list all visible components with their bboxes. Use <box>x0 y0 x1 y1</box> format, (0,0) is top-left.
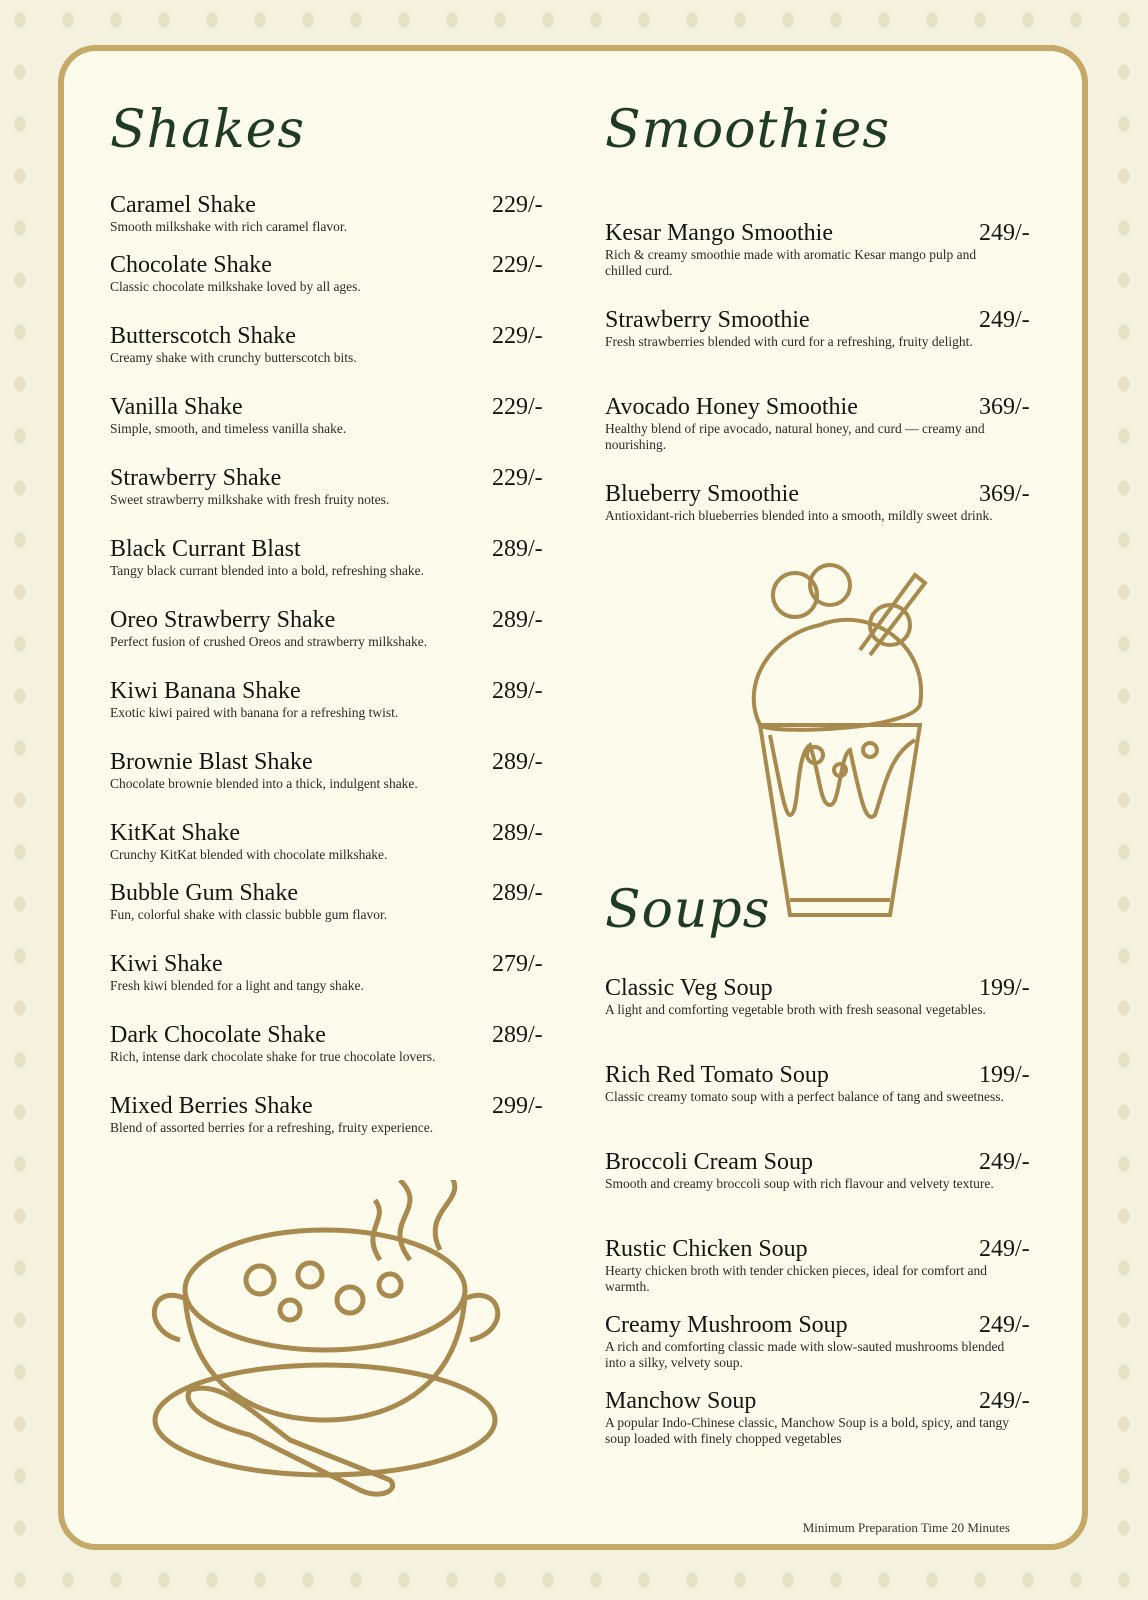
item-name: Classic Veg Soup <box>605 975 773 1001</box>
item-description: Crunchy KitKat blended with chocolate milkshake. <box>110 847 388 862</box>
item-price: 229/- <box>492 192 543 218</box>
item-price: 289/- <box>492 678 543 704</box>
menu-item-smoothies <box>605 394 1030 453</box>
item-description: Classic creamy tomato soup with a perfect balance of tang and sweetness. <box>605 1089 1004 1104</box>
item-description: Sweet strawberry milkshake with fresh fruity notes. <box>110 492 390 507</box>
section-title-shakes: Shakes <box>110 100 306 160</box>
item-price: 229/- <box>492 323 543 349</box>
item-description: Tangy black currant blended into a bold, refreshing shake. <box>110 563 424 578</box>
menu-item-shakes <box>110 820 543 863</box>
item-price: 369/- <box>979 394 1030 420</box>
item-price: 199/- <box>979 1062 1030 1088</box>
menu-item-soups <box>605 1236 1030 1295</box>
item-price: 289/- <box>492 749 543 775</box>
menu-item-soups <box>605 1062 1030 1105</box>
item-description: Hearty chicken broth with tender chicken pieces, ideal for comfort and warmth. <box>605 1263 987 1294</box>
item-name: Strawberry Shake <box>110 465 282 491</box>
item-description: Fresh strawberries blended with curd for a refreshing, fruity delight. <box>605 334 973 349</box>
menu-item-smoothies <box>605 220 1030 279</box>
item-price: 249/- <box>979 1236 1030 1262</box>
item-description: A popular Indo-Chinese classic, Manchow Soup is a bold, spicy, and tangy soup loaded with finely chopped vegetables <box>605 1415 1010 1446</box>
item-description: Perfect fusion of crushed Oreos and strawberry milkshake. <box>110 634 428 649</box>
menu-item-shakes <box>110 252 543 295</box>
item-name: Kesar Mango Smoothie <box>605 220 833 246</box>
item-name: Butterscotch Shake <box>110 323 296 349</box>
item-description: Smooth milkshake with rich caramel flavor. <box>110 219 347 234</box>
item-name: Black Currant Blast <box>110 536 301 562</box>
item-name: Brownie Blast Shake <box>110 749 313 775</box>
item-description: A rich and comforting classic made with slow-sauted mushrooms blended into a silky, velvety soup. <box>605 1339 1005 1370</box>
menu-item-shakes <box>110 749 543 792</box>
section-title-smoothies: Smoothies <box>605 100 891 160</box>
item-price: 289/- <box>492 607 543 633</box>
item-name: Chocolate Shake <box>110 252 272 278</box>
item-description: Creamy shake with crunchy butterscotch bits. <box>110 350 357 365</box>
menu-item-soups <box>605 1149 1030 1192</box>
menu-item-smoothies <box>605 481 1030 524</box>
item-description: Chocolate brownie blended into a thick, indulgent shake. <box>110 776 418 791</box>
item-description: Blend of assorted berries for a refreshing, fruity experience. <box>110 1120 434 1135</box>
menu-item-shakes <box>110 951 543 994</box>
soup-bowl-illustration <box>140 1180 540 1510</box>
item-name: Avocado Honey Smoothie <box>605 394 858 420</box>
item-price: 249/- <box>979 307 1030 333</box>
item-description: Antioxidant-rich blueberries blended into a smooth, mildly sweet drink. <box>605 508 993 523</box>
item-name: Blueberry Smoothie <box>605 481 799 507</box>
menu-item-soups <box>605 1312 1030 1371</box>
menu-item-shakes <box>110 323 543 366</box>
item-name: Caramel Shake <box>110 192 256 218</box>
milkshake-illustration <box>740 555 940 935</box>
item-description: Fresh kiwi blended for a light and tangy shake. <box>110 978 364 993</box>
item-name: Broccoli Cream Soup <box>605 1149 813 1175</box>
item-description: Healthy blend of ripe avocado, natural honey, and curd — creamy and nourishing. <box>605 421 985 452</box>
item-name: Strawberry Smoothie <box>605 307 810 333</box>
item-name: Creamy Mushroom Soup <box>605 1312 848 1338</box>
menu-item-shakes <box>110 1093 543 1136</box>
menu-item-shakes <box>110 1022 543 1065</box>
item-description: Rich & creamy smoothie made with aromatic Kesar mango pulp and chilled curd. <box>605 247 977 278</box>
menu-item-smoothies <box>605 307 1030 350</box>
item-price: 369/- <box>979 481 1030 507</box>
item-name: Kiwi Banana Shake <box>110 678 301 704</box>
menu-item-shakes <box>110 880 543 923</box>
item-price: 229/- <box>492 252 543 278</box>
item-price: 229/- <box>492 394 543 420</box>
item-name: Vanilla Shake <box>110 394 243 420</box>
item-price: 249/- <box>979 1312 1030 1338</box>
item-name: KitKat Shake <box>110 820 240 846</box>
item-name: Rich Red Tomato Soup <box>605 1062 829 1088</box>
item-price: 289/- <box>492 1022 543 1048</box>
item-price: 229/- <box>492 465 543 491</box>
item-name: Oreo Strawberry Shake <box>110 607 336 633</box>
item-name: Kiwi Shake <box>110 951 223 977</box>
item-name: Dark Chocolate Shake <box>110 1022 326 1048</box>
menu-item-shakes <box>110 607 543 650</box>
preparation-time-note: Minimum Preparation Time 20 Minutes <box>802 1520 1010 1535</box>
item-description: Fun, colorful shake with classic bubble gum flavor. <box>110 907 388 922</box>
item-description: A light and comforting vegetable broth with fresh seasonal vegetables. <box>605 1002 986 1017</box>
item-price: 249/- <box>979 220 1030 246</box>
item-description: Rich, intense dark chocolate shake for true chocolate lovers. <box>110 1049 436 1064</box>
menu-item-shakes <box>110 465 543 508</box>
item-name: Manchow Soup <box>605 1388 757 1414</box>
item-price: 289/- <box>492 536 543 562</box>
item-description: Simple, smooth, and timeless vanilla shake. <box>110 421 347 436</box>
item-price: 199/- <box>979 975 1030 1001</box>
item-name: Mixed Berries Shake <box>110 1093 313 1119</box>
menu-item-soups <box>605 1388 1030 1447</box>
menu-item-shakes <box>110 394 543 437</box>
item-price: 249/- <box>979 1149 1030 1175</box>
menu-item-shakes <box>110 678 543 721</box>
menu-item-soups <box>605 975 1030 1018</box>
item-description: Classic chocolate milkshake loved by all ages. <box>110 279 361 294</box>
item-name: Bubble Gum Shake <box>110 880 298 906</box>
item-description: Smooth and creamy broccoli soup with rich flavour and velvety texture. <box>605 1176 994 1191</box>
item-price: 289/- <box>492 820 543 846</box>
menu-item-shakes <box>110 192 543 235</box>
item-price: 279/- <box>492 951 543 977</box>
item-description: Exotic kiwi paired with banana for a refreshing twist. <box>110 705 399 720</box>
section-title-soups: Soups <box>605 880 771 940</box>
item-price: 289/- <box>492 880 543 906</box>
item-price: 249/- <box>979 1388 1030 1414</box>
item-price: 299/- <box>492 1093 543 1119</box>
menu-item-shakes <box>110 536 543 579</box>
item-name: Rustic Chicken Soup <box>605 1236 808 1262</box>
